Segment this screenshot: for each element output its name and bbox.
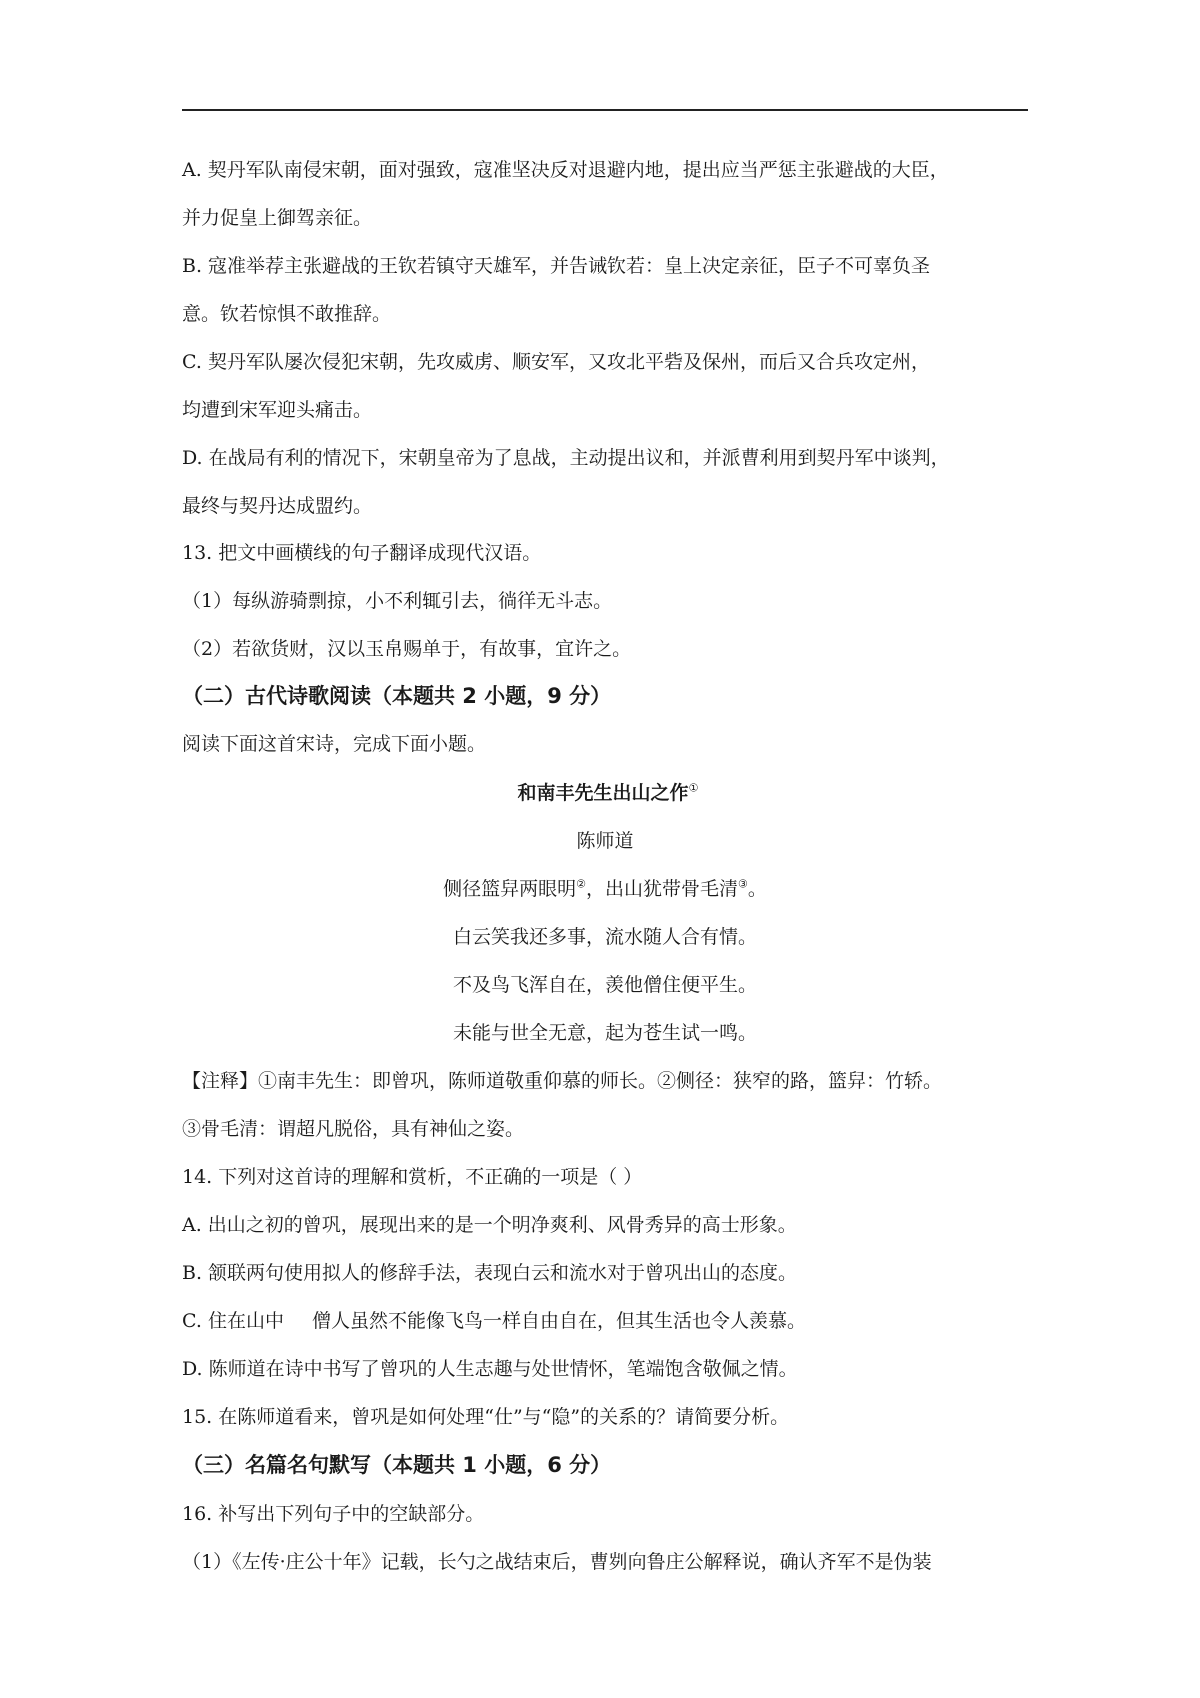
poem-title bbox=[185, 780, 1031, 806]
poem-line-2: 白云笑我还多事，流水随人合有情。 bbox=[452, 926, 757, 948]
poem-line-4: 未能与世全无意，起为苍生试一鸣。 bbox=[452, 1022, 757, 1044]
option-b-line2: 意。钦若惊惧不敢推辞。 bbox=[182, 303, 392, 325]
section-3-heading: （三）名篇名句默写（本题共 1 小题，6 分） bbox=[182, 1453, 612, 1477]
option-a-line2: 并力促皇上御驾亲征。 bbox=[182, 207, 373, 229]
poem-line-1-part-a: 侧径篮舁两眼明 bbox=[443, 878, 577, 900]
option-a-line1: A. 契丹军队南侵宋朝，面对强致，寇准坚决反对退避内地，提出应当严惩主张避战的大臣， bbox=[182, 159, 949, 181]
option-c-line1: C. 契丹军队屡次侵犯宋朝，先攻威虏、顺安军，又攻北平砦及保州，而后又合兵攻定州， bbox=[182, 351, 930, 373]
header-rule bbox=[182, 109, 1028, 111]
poem-line-1-end: 。 bbox=[747, 878, 767, 900]
poem-note-mark-2: ② bbox=[576, 877, 586, 891]
poem-line-3: 不及鸟飞浑自在，羡他僧住便平生。 bbox=[452, 974, 757, 996]
question-14-option-a: A. 出山之初的曾巩，展现出来的是一个明净爽利、风骨秀异的高士形象。 bbox=[182, 1214, 797, 1236]
question-14-option-d: D. 陈师道在诗中书写了曾巩的人生志趣与处世情怀，笔端饱含敬佩之情。 bbox=[182, 1358, 798, 1380]
option-d-line2: 最终与契丹达成盟约。 bbox=[182, 495, 373, 517]
option-d-line1: D. 在战局有利的情况下，宋朝皇帝为了息战，主动提出议和，并派曹利用到契丹军中谈判， bbox=[182, 447, 950, 469]
question-14-option-c-start: C. 住在山中 bbox=[182, 1310, 284, 1332]
option-c-line2: 均遭到宋军迎头痛击。 bbox=[182, 399, 373, 421]
option-b-line1: B. 寇准举荐主张避战的王钦若镇守天雄军，并告诫钦若：皇上决定亲征，臣子不可辜负圣 bbox=[182, 255, 931, 277]
poem-line-1 bbox=[182, 876, 1028, 902]
question-15-stem: 15. 在陈师道看来，曾巩是如何处理“仕”与“隐”的关系的？请简要分析。 bbox=[182, 1406, 790, 1428]
question-13-stem: 13. 把文中画横线的句子翻译成现代汉语。 bbox=[182, 542, 542, 564]
question-13-sentence-1: （1）每纵游骑剽掠，小不利辄引去，徜徉无斗志。 bbox=[182, 590, 613, 612]
poem-author: 陈师道 bbox=[576, 830, 634, 852]
poem-title-text: 和南丰先生出山之作 bbox=[517, 782, 689, 804]
section-2-heading: （二）古代诗歌阅读（本题共 2 小题，9 分） bbox=[182, 684, 612, 708]
question-14-option-c-end: 僧人虽然不能像飞鸟一样自由自在，但其生活也令人羡慕。 bbox=[311, 1310, 806, 1332]
poem-note-mark-3: ③ bbox=[738, 877, 748, 891]
question-14-option-b: B. 颔联两句使用拟人的修辞手法，表现白云和流水对于曾巩出山的态度。 bbox=[182, 1262, 798, 1284]
poem-notes-line1: 【注释】①南丰先生：即曾巩，陈师道敬重仰慕的师长。②侧径：狭窄的路，篮舁：竹轿。 bbox=[182, 1070, 943, 1092]
question-16-stem: 16. 补写出下列句子中的空缺部分。 bbox=[182, 1503, 485, 1525]
section-2-intro: 阅读下面这首宋诗，完成下面小题。 bbox=[182, 733, 487, 755]
poem-line-1-part-b: ，出山犹带骨毛清 bbox=[585, 878, 738, 900]
poem-notes-line2: ③骨毛清：谓超凡脱俗，具有神仙之姿。 bbox=[182, 1118, 525, 1140]
question-14-option-c bbox=[182, 1308, 806, 1334]
question-13-sentence-2: （2）若欲货财，汉以玉帛赐单于，有故事，宜许之。 bbox=[182, 638, 632, 660]
question-14-stem: 14. 下列对这首诗的理解和赏析，不正确的一项是（ ） bbox=[182, 1166, 643, 1188]
poem-title-note-mark: ① bbox=[688, 781, 699, 795]
question-16-sentence-1: （1）《左传·庄公十年》记载，长勺之战结束后，曹刿向鲁庄公解释说，确认齐军不是伪装 bbox=[182, 1551, 932, 1573]
